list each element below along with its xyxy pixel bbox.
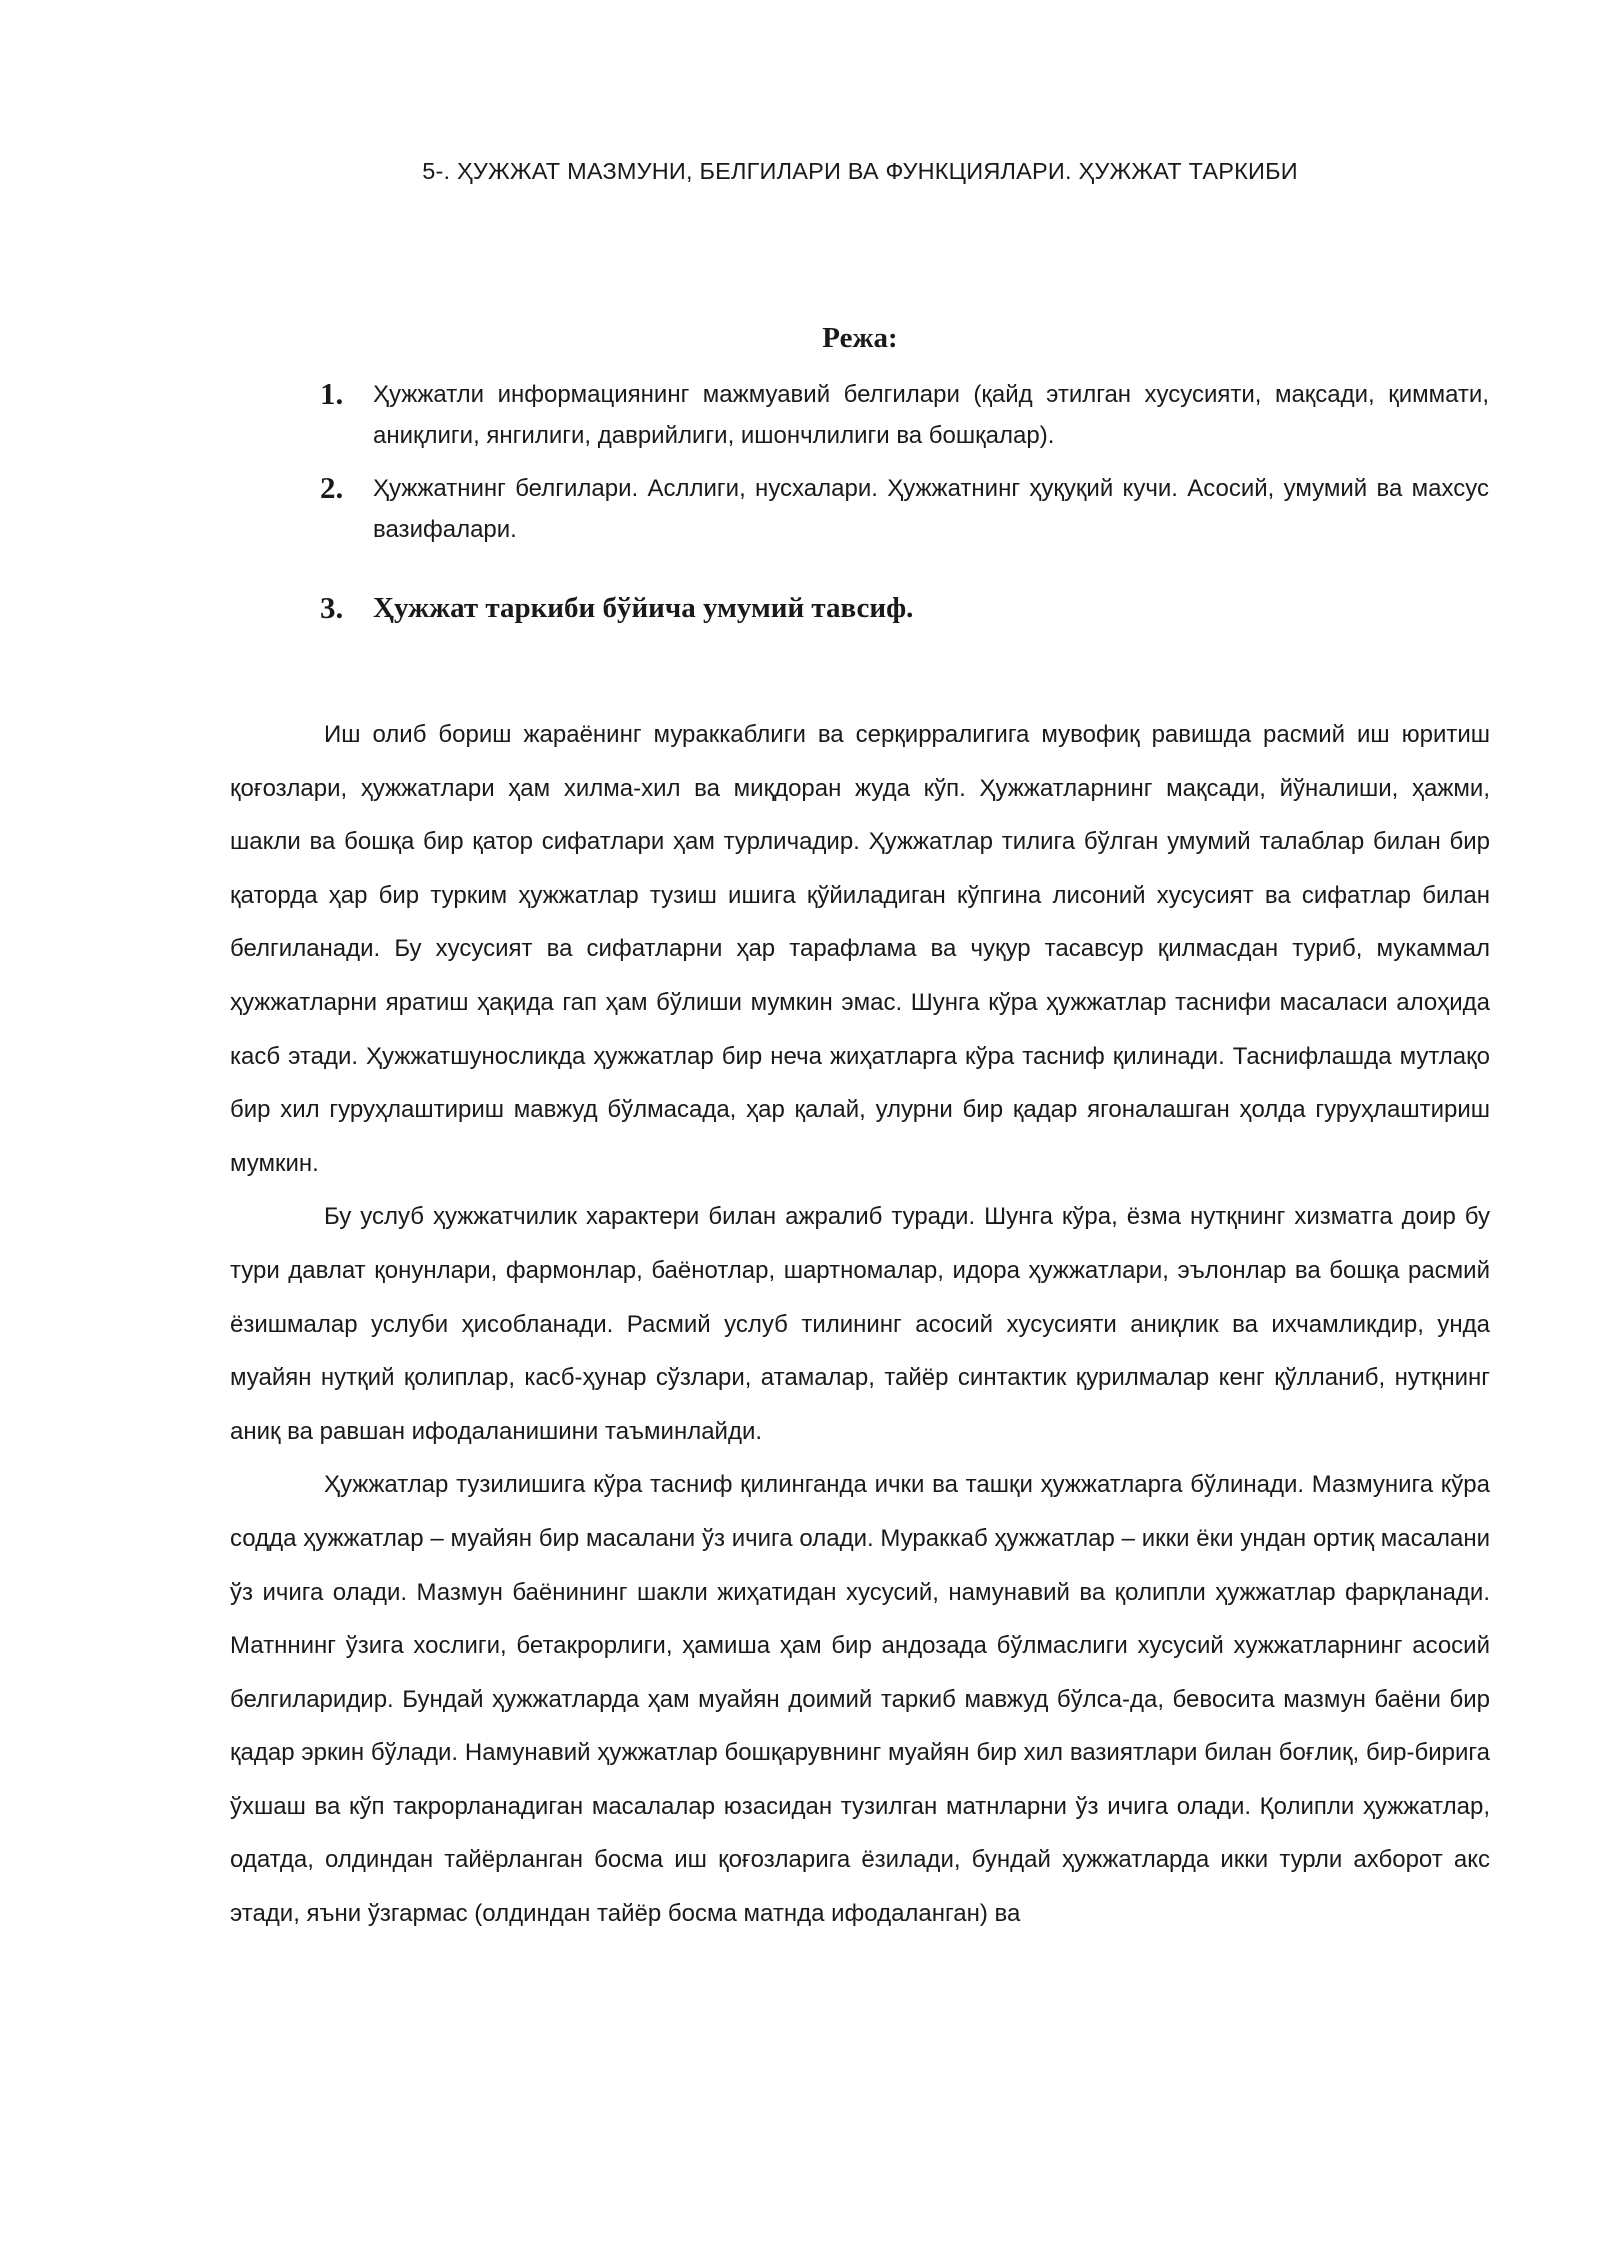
plan-item-text: Ҳужжатнинг белгилари. Асллиги, нусхалари. Ҳужжатнинг ҳуқуқий кучи. Асосий, умумий ва махсус вазифалари. (373, 475, 1489, 543)
paragraph-3: Ҳужжатлар тузилишига кўра тасниф қилинганда ички ва ташқи ҳужжатларга бўлинади. Мазмунига кўра содда ҳужжатлар – муайян бир масалани ўз ичига олади. Мураккаб ҳужжатлар – икки ёки ундан ортиқ масалани ўз ичига олади. Мазмун баёнининг шакли жиҳатидан хусусий, намунавий ва қолипли ҳужжатлар фарқланади. Матннинг ўзига хослиги, бетакрорлиги, ҳамиша ҳам бир андозада бўлмаслиги хусусий хужжатларнинг асосий белгиларидир. Бундай ҳужжатларда ҳам муайян доимий таркиб мавжуд бўлса-да, бевосита мазмун баёни бир қадар эркин бўлади. Намунавий ҳужжатлар бошқарувнинг муайян бир хил вазиятлари билан боғлиқ, бир-бирига ўхшаш ва кўп такрорланадиган масалалар юзасидан тузилган матнларни ўз ичига олади. Қолипли ҳужжатлар, одатда, олдиндан тайёрланган босма иш қоғозларига ёзилади, бундай ҳужжатларда икки турли ахборот акс этади, яъни ўзгармас (олдиндан тайёр босма матнда ифодаланган) ва (230, 1471, 1490, 1928)
paragraph-2: Бу услуб ҳужжатчилик характери билан ажралиб туради. Шунга кўра, ёзма нутқнинг хизматга доир бу тури давлат қонунлари, фармонлар, баёнотлар, шартномалар, идора ҳужжатлари, эълонлар ва бошқа расмий ёзишмалар услуби ҳисобланади. Расмий услуб тилининг асосий хусусияти аниқлик ва ихчамликдир, унда муайян нутқий қолиплар, касб-ҳунар сўзлари, атамалар, тайёр синтактик қурилмалар кенг қўлланиб, нутқнинг аниқ ва равшан ифодаланишини таъминлайди. (230, 1203, 1490, 1445)
paragraph-1: Иш олиб бориш жараёнинг мураккаблиги ва серқирралигига мувофиқ равишда расмий иш юритиш қоғозлари, ҳужжатлари ҳам хилма-хил ва миқдоран жуда кўп. Ҳужжатларнинг мақсади, йўналиши, ҳажми, шакли ва бошқа бир қатор сифатлари ҳам турличадир. Ҳужжатлар тилига бўлган умумий талаблар билан бир қаторда ҳар бир турким ҳужжатлар тузиш ишига қўйиладиган кўпгина лисоний хусусият ва сифатлар билан белгиланади. Бу хусусият ва сифатларни ҳар тарафлама ва чуқур тасавсур қилмасдан туриб, мукаммал ҳужжатларни яратиш ҳақида гап ҳам бўлиши мумкин эмас. Шунга кўра ҳужжатлар таснифи масаласи алоҳида касб этади. Ҳужжатшуносликда ҳужжатлар бир неча жиҳатларга кўра тасниф қилинади. Таснифлашда мутлақо бир хил гуруҳлаштириш мавжуд бўлмасада, ҳар қалай, улурни бир қадар ягоналашган ҳолда гуруҳлаштириш мумкин. (230, 721, 1490, 1177)
plan-item-number: 2. (320, 470, 344, 505)
plan-item-text: Ҳужжат таркиби бўйича умумий тавсиф. (373, 592, 914, 624)
document-title: 5-. ҲУЖЖАТ МАЗМУНИ, БЕЛГИЛАРИ ВА ФУНКЦИЯЛАРИ. ҲУЖЖАТ ТАРКИБИ (422, 158, 1298, 184)
plan-item-number: 1. (320, 376, 344, 411)
plan-item-text: Ҳужжатли информациянинг мажмуавий белгилари (қайд этилган хусусияти, мақсади, қиммати, аниқлиги, янгилиги, даврийлиги, ишончлилиги ва бошқалар). (373, 381, 1489, 449)
plan-heading: Режа: (822, 322, 898, 354)
body-text (230, 708, 1490, 1941)
plan-item-number: 3. (320, 590, 344, 625)
